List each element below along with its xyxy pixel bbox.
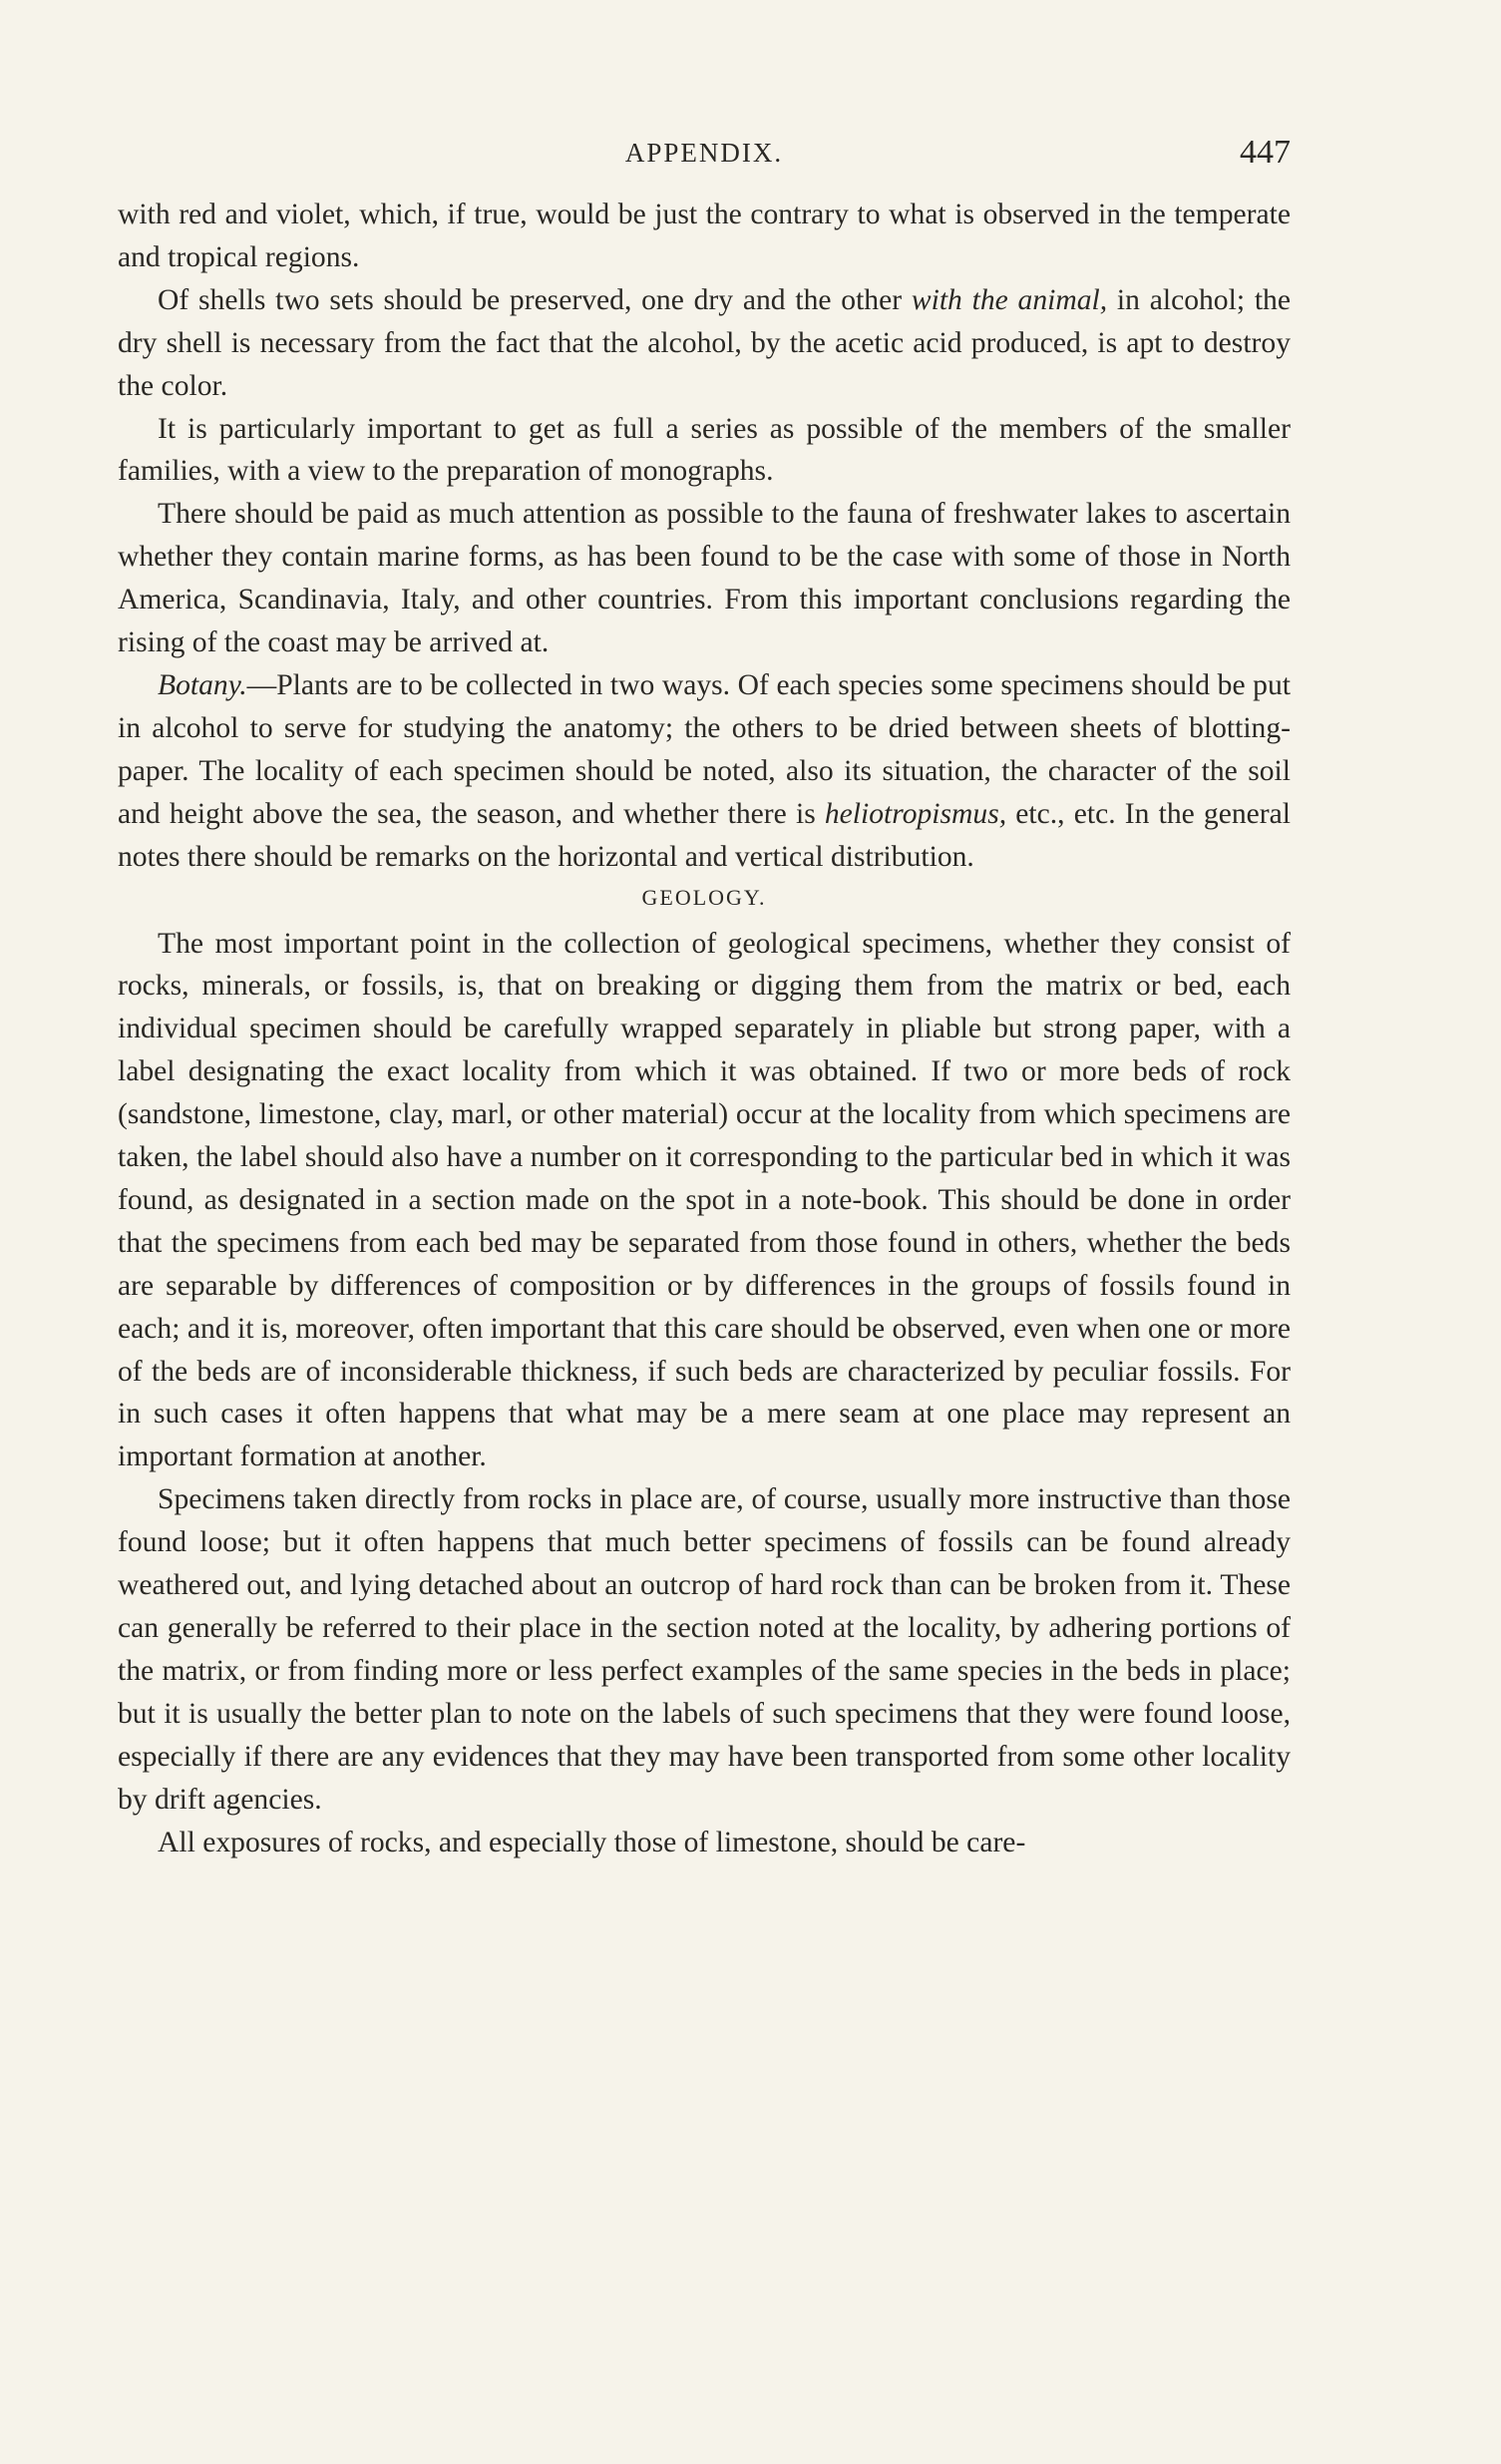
paragraph-text: —Plants are to be collected in two ways. Of each species some specimens should be put in alcohol to serve for studying the anatomy; the others to be dried between sheets of blotting-paper. The locality of each specimen should be noted, also its situation, the character of the soil and height above the sea, the season, and whether there is xyxy=(118,668,1291,830)
paragraph-text: in alcohol; the dry shell is necessary from the fact that the alcohol, by the acetic acid produced, is apt to destroy the color. xyxy=(118,283,1291,402)
paragraph-geology xyxy=(118,923,1291,1479)
paragraph-text: with red and violet, which, if true, would be just the contrary to what is observed in the temperate and tropical regions. xyxy=(118,199,1291,273)
paragraph-series xyxy=(118,408,1291,494)
book-page xyxy=(118,132,1291,1863)
paragraph-text: It is particularly important to get as full a series as possible of the members of the smaller families, with a view to the preparation of monographs. xyxy=(118,412,1291,488)
italic-term: heliotropismus, xyxy=(824,797,1007,830)
running-title: APPENDIX. xyxy=(624,138,784,168)
botany-label: Botany. xyxy=(158,668,247,701)
paragraph-text: etc., etc. In the general notes there should be remarks on the horizontal and vertical distribution. xyxy=(118,797,1291,873)
paragraph-fauna xyxy=(118,493,1291,664)
paragraph-text: Specimens taken directly from rocks in place are, of course, usually more instructive than those found loose; but it often happens that much better specimens of fossils can be found already weathered out, and lying detached about an outcrop of hard rock than can be broken from it. These can generally be referred to their place in the section noted at the locality, by adhering portions of the matrix, or from finding more or less perfect examples of the same species in the beds in place; but it is usually the better plan to note on the labels of such specimens that they were found loose, especially if there are any evidences that they may have been transported from some other locality by drift agencies. xyxy=(118,1483,1291,1816)
paragraph-text: Of shells two sets should be preserved, one dry and the other xyxy=(158,283,912,316)
section-heading-geology: GEOLOGY. xyxy=(641,884,767,910)
paragraph-text: The most important point in the collection of geological specimens, whether they consist of rocks, minerals, or fossils, is, that on breaking or digging them from the matrix or bed, each individual specimen should be carefully wrapped separately in pliable but strong paper, with a label designating the exact locality from which it was obtained. If two or more beds of rock (sandstone, limestone, clay, marl, or other material) occur at the locality from which specimens are taken, the label should also have a number on it corresponding to the particular bed in which it was found, as designated in a section made on the spot in a note-book. This should be done in order that the specimens from each bed may be separated from those found in others, whether the beds are separable by differences of composition or by differences in the groups of fossils found in each; and it is, moreover, often important that this care should be observed, even when one or more of the beds are of inconsiderable thickness, if such beds are characterized by peculiar fossils. For in such cases it often happens that what may be a mere seam at one place may represent an important formation at another. xyxy=(118,927,1291,1473)
running-head xyxy=(118,132,1291,184)
paragraph-botany xyxy=(118,664,1291,879)
paragraph-text: All exposures of rocks, and especially those of limestone, should be care- xyxy=(158,1826,1026,1858)
page-number: 447 xyxy=(1240,134,1291,171)
paragraph-specimens xyxy=(118,1478,1291,1821)
paragraph-text: There should be paid as much attention as possible to the fauna of freshwater lakes to ascertain whether they contain marine forms, as has been found to be the case with some of those in North America, Scandinavia, Italy, and other countries. From this important conclusions regarding the rising of the coast may be arrived at. xyxy=(118,498,1291,659)
italic-phrase: with the animal, xyxy=(911,283,1108,316)
body-text xyxy=(118,194,1291,1863)
paragraph-shells xyxy=(118,279,1291,408)
paragraph-exposures xyxy=(118,1822,1291,1864)
paragraph-continued xyxy=(118,194,1291,279)
